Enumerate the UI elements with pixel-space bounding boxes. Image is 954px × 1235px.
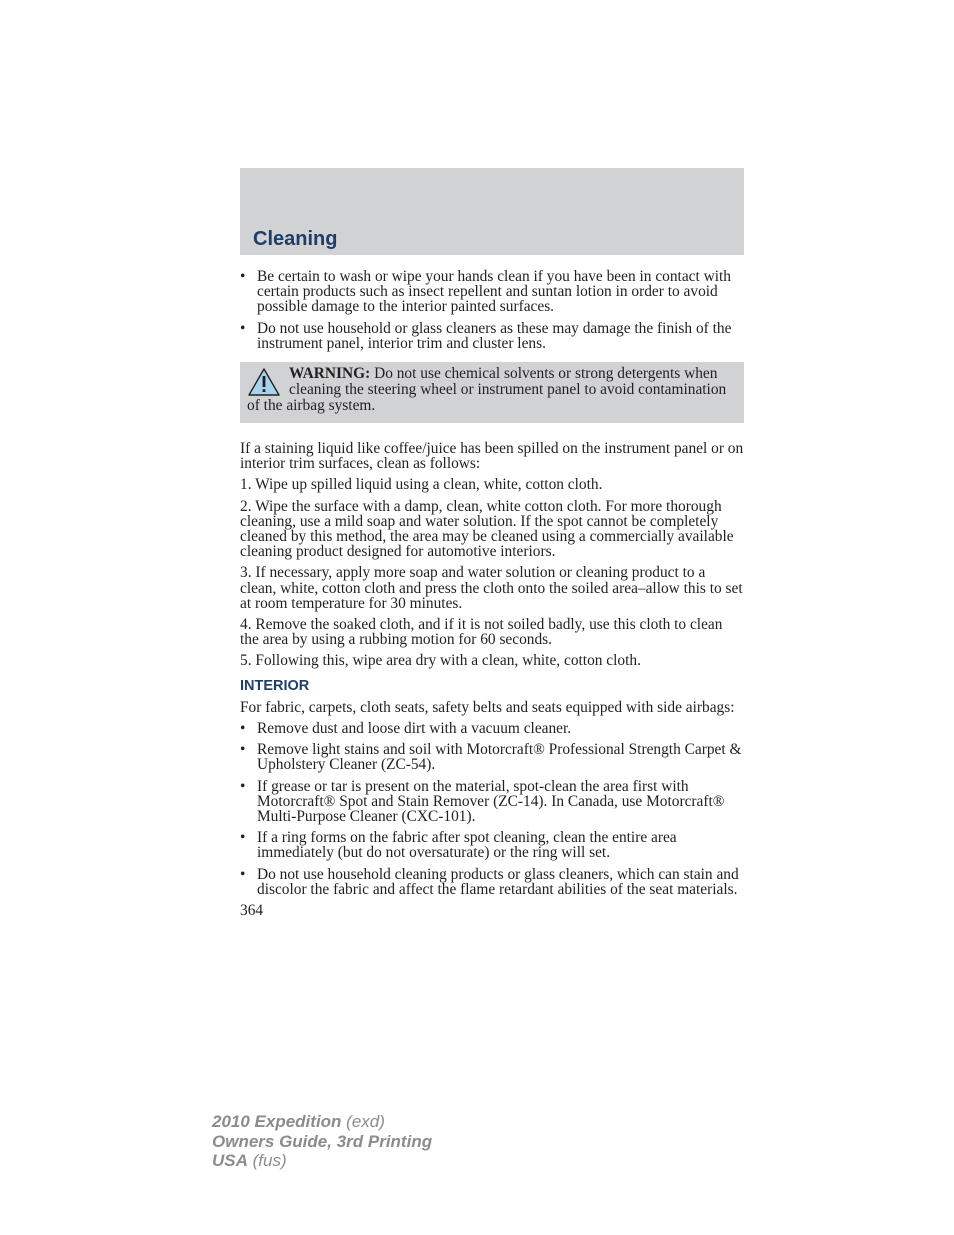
step-item: 3. If necessary, apply more soap and water solution or cleaning product to a clean, white, cotton cloth and press the cloth onto the soiled area–allow this to set at room temperature for 30 minutes. <box>240 564 743 612</box>
step-item: 2. Wipe the surface with a damp, clean, white cotton cloth. For more thorough cleaning, use a mild soap and water solution. If the spot cannot be completely cleaned by this method, the area may be cleaned using a commercially available cleaning product designed for automotive interiors. <box>240 497 734 561</box>
footer-guide: Owners Guide, 3rd Printing <box>212 1131 433 1151</box>
top-bullet-list <box>240 269 744 351</box>
warning-triangle-icon <box>247 367 281 397</box>
footer-line-market <box>212 1151 432 1171</box>
footer-model: 2010 Expedition <box>212 1112 342 1131</box>
list-item-text: Be certain to wash or wipe your hands clean if you have been in contact with certain products such as insect repellent and suntan lotion in order to avoid possible damage to the interior painted surfaces. <box>257 268 731 316</box>
interior-heading: INTERIOR <box>240 677 310 694</box>
bullet-glyph: • <box>240 720 246 738</box>
list-item-text: If a ring forms on the fabric after spot cleaning, clean the entire area immediately (but do not oversaturate) or the ring will set. <box>257 829 677 862</box>
bullet-glyph: • <box>240 268 246 285</box>
interior-intro: For fabric, carpets, cloth seats, safety belts and seats equipped with side airbags: <box>240 698 735 716</box>
bullet-glyph: • <box>240 829 246 847</box>
intro-paragraph: If a staining liquid like coffee/juice has been spilled on the instrument panel or on interior trim surfaces, clean as follows: <box>240 440 744 473</box>
list-item-text: Remove light stains and soil with Motorcraft® Professional Strength Carpet & Upholstery Cleaner (ZC-54). <box>257 741 742 774</box>
warning-body: Do not use chemical solvents or strong detergents when cleaning the steering wheel or instrument panel to avoid contamination of the airbag system. <box>247 365 727 415</box>
footer-model-code: (exd) <box>341 1112 385 1131</box>
list-item <box>240 867 744 897</box>
step-item: 1. Wipe up spilled liquid using a clean, white, cotton cloth. <box>240 476 603 494</box>
list-item-text: Remove dust and loose dirt with a vacuum cleaner. <box>257 720 572 738</box>
list-item <box>240 321 744 351</box>
warning-box <box>240 362 744 423</box>
list-item-text: Do not use household or glass cleaners as these may damage the finish of the instrument panel, interior trim and cluster lens. <box>257 319 732 352</box>
warning-text <box>247 366 737 414</box>
section-title: Cleaning <box>253 228 338 250</box>
footer-market: USA <box>212 1151 248 1170</box>
document-footer <box>212 1112 432 1171</box>
step-item: 4. Remove the soaked cloth, and if it is not soiled badly, use this cloth to clean the area by using a rubbing motion for 60 seconds. <box>240 616 723 649</box>
step-item: 5. Following this, wipe area dry with a clean, white, cotton cloth. <box>240 652 641 670</box>
bullet-glyph: • <box>240 865 246 883</box>
list-item <box>240 742 744 772</box>
list-item <box>240 269 744 315</box>
bullet-glyph: • <box>240 777 246 795</box>
bullet-glyph: • <box>240 319 246 337</box>
interior-bullet-list <box>240 721 744 897</box>
page-number: 364 <box>240 902 264 920</box>
list-item <box>240 779 744 825</box>
list-item-text: If grease or tar is present on the material, spot-clean the area first with Motorcraft® Spot and Stain Remover (ZC-14). In Canada, use Motorcraft® Multi-Purpose Cleaner (CXC-101). <box>257 777 725 826</box>
list-item <box>240 830 744 860</box>
bullet-glyph: • <box>240 741 246 759</box>
list-item-text: Do not use household cleaning products or glass cleaners, which can stain and discolor the fabric and affect the flame retardant abilities of the seat materials. <box>257 865 739 898</box>
page-content <box>240 269 744 918</box>
warning-label: WARNING: <box>289 365 371 383</box>
footer-line-model <box>212 1112 432 1132</box>
list-item <box>240 721 744 736</box>
footer-market-code: (fus) <box>247 1151 287 1170</box>
section-header-band <box>240 168 744 255</box>
footer-line-guide <box>212 1132 432 1152</box>
